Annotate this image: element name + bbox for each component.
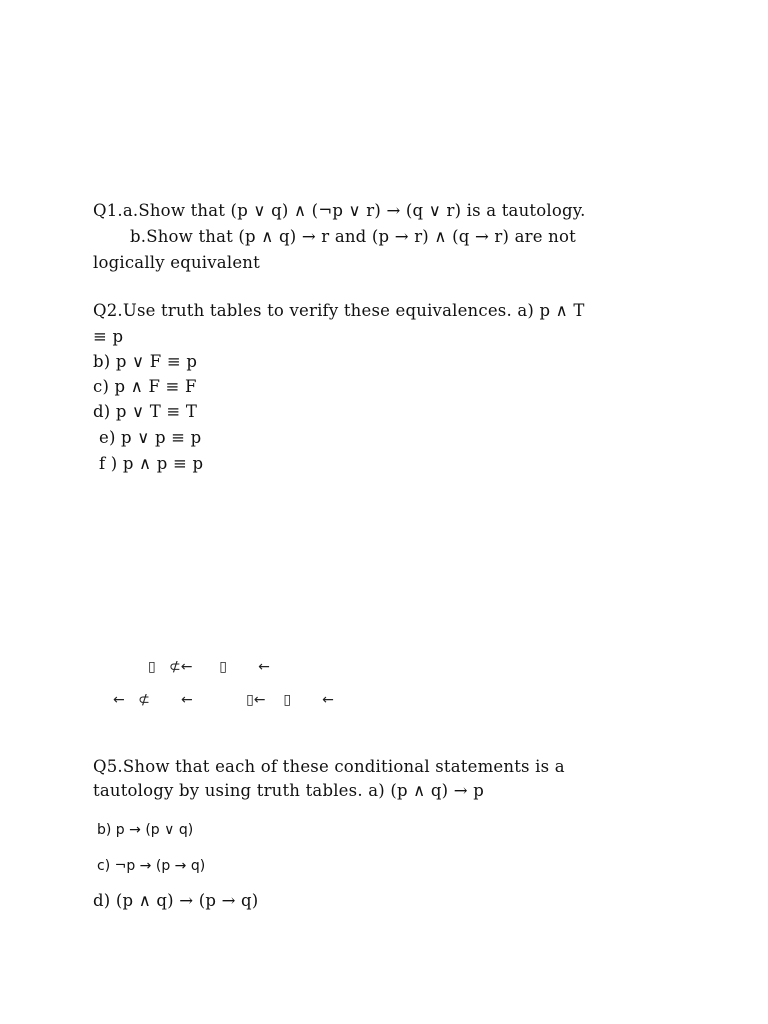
q2-intro: Q2.Use truth tables to verify these equivalences. a) p ∧ T — [93, 301, 585, 320]
q2-item-e: e) p ∨ p ≡ p — [99, 428, 202, 447]
q5-item-b: b) p → (p ∨ q) — [97, 822, 194, 838]
q1-part-b: b.Show that (p ∧ q) → r and (p → r) ∧ (q → r) are not — [130, 227, 576, 246]
garbled-symbols-row-1: ▯ ⊄← ▯ ← — [148, 659, 270, 675]
garbled-symbols-row-2: ← ⊄ ← ▯← ▯ ← — [113, 692, 334, 708]
q2-item-b: b) p ∨ F ≡ p — [93, 352, 198, 371]
q2-item-d: d) p ∨ T ≡ T — [93, 402, 198, 421]
q1-part-a: Q1.a.Show that (p ∨ q) ∧ (¬p ∨ r) → (q ∨ r) is a tautology. — [93, 201, 586, 220]
q2-intro-continued: ≡ p — [93, 327, 124, 346]
q5-item-d: d) (p ∧ q) → (p → q) — [93, 891, 259, 910]
q2-item-f: f ) p ∧ p ≡ p — [99, 454, 204, 473]
q5-intro-continued: tautology by using truth tables. a) (p ∧ q) → p — [93, 781, 484, 800]
q5-item-c: c) ¬p → (p → q) — [97, 858, 206, 874]
q2-item-c: c) p ∧ F ≡ F — [93, 377, 197, 396]
q1-part-b-continued: logically equivalent — [93, 253, 260, 272]
q5-intro: Q5.Show that each of these conditional statements is a — [93, 757, 565, 776]
